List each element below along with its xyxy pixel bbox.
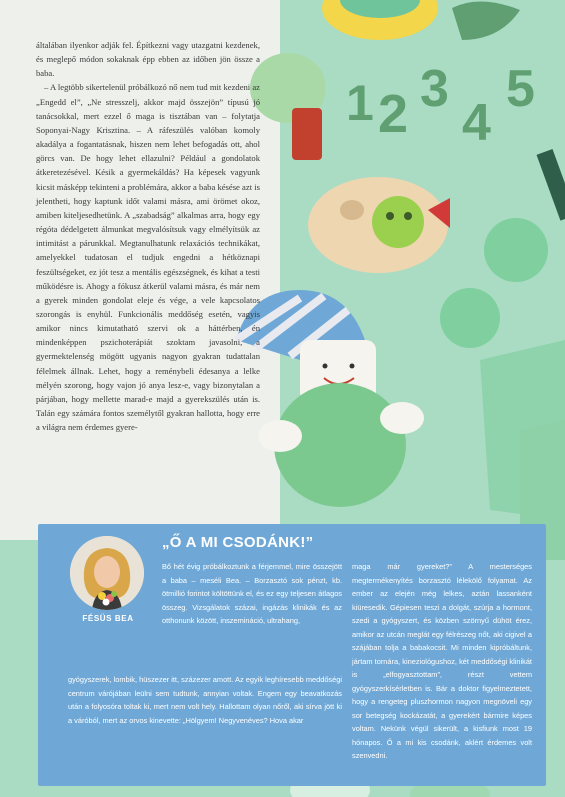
tree-toy-trunk: [292, 108, 322, 160]
article-paragraph: – A legtöbb sikertelenül próbálkozó nő nem tud mit kezdeni az „Engedd el”, „Ne stresszelj, akkor majd összejön” típusú jó tanácsokkal, mert ezzel ő maga is tisztában van – folytatja Soponyai-Nagy Krisztina. – A ráfeszülés valóban komoly akadálya a fogantatásnak, hiszen nem lehet befogadás ott, ahol görcs van. De hogy lehet ellazulni? Például a gondolatok átkeretezésével. Késik a gyermekáldás? Ha képesek vagyunk kicsit másképp tekinteni a problémára, akkor a baba késése azt is jelentheti, hogy kaptunk időt valami másra, ami örömet okoz, amiben kiteljesedhetünk. A „szabadság” alkalmas arra, hogy egy régóta dédelgetett álmunkat megvalósítsuk vagy elmélyítsük az intimitást a párunkkal. Megtanulhatunk relaxációs technikákat, amelyekkel tudatosan el tudjuk engedni a hétköznapi feszültségeket, ez jót tesz a mentális egészségnek, és kihat a testi működésre is. Ahogy a fókusz átkerül valami másra, és már nem a gyerek minden gondolat eleje és vége, a vele kapcsolatos szorongás is enyhül. Funkcionális meddőség esetén, vagyis amikor nincs kimutatható szervi ok a háttérben, én mindenképpen pszichoterápiát szoktam javasolni, a gyermektelenség mögött ugyanis nagyon gyakran tudattalan félelmek állnak. Lehet, hogy a reménybeli édesanya a lelke mélyén szorong, hogy vajon jó anya lesz-e, vagy bizonytalan a párjában, hogy mellette marad-e majd a gyerekszülés után is. Talán egy számára fontos személytől gyakran hallotta, hogy erre a világra nem érdemes gyere-: [36, 82, 260, 433]
avatar: [70, 536, 144, 610]
number-1: 1: [346, 75, 374, 131]
person-name: FÉSÜS BEA: [82, 614, 134, 623]
sidebar-heading: „Ő A MI CSODÁNK!”: [162, 534, 314, 551]
number-3: 3: [420, 60, 449, 118]
portrait-photo: [70, 536, 144, 610]
sidebar-paragraph: Bő hét évig próbálkoztunk a férjemmel, mire összejött a baba – meséli Bea. – Borzasztó sok pénzt, kb. ötmillió forintot költöttünk el, és ez egy teljesen átlagos összeg. Vizsgálatok százai, ingázás klinikák és az otthonunk között, inszemináció, ultrahang,: [162, 562, 342, 625]
green-ball: [484, 218, 548, 282]
article-text: [36, 38, 260, 434]
sidebar-paragraph: maga már gyereket?” A mesterséges megtermékenyítés borzasztó lélekölő folyamat. Az ember az elején még lelkes, aztán lassanként kiüresedik. Gépiesen teszi a dolgát, szúrja a hormont, szedi a gyógyszert, és közben szörnyű dühöt érez, amikor az utcán meglát egy félrészeg nőt, aki cigivel a szájában tolja a babakocsit. Mi minden kipróbáltunk, jártam tornára, kineziológushoz, két meddőségi klinikát is „elfogyasztottam”, részt vettem gyógyszerkísérletben is. Bár a doktor figyelmeztetett, hogy a rengeteg pluszhormon nagyon megnöveli egy sor betegség kockázatát, a gyerekért bármire képes voltam. Nekünk végül sikerült, a kisfiunk most 19 hónapos. Ő a mi kis csodánk, aklért érdemes volt szenvedni.: [352, 562, 532, 760]
green-ball: [440, 288, 500, 348]
sidebar-paragraph: gyógyszerek, lombik, hüszezer itt, százezer amott. Az egyik leghíresebb meddőségi centrum várójában leülni sem tudtunk, annyian voltak. Engem egy beavatkozás után a folyosóra toltak ki, mert nem volt hely. Hallottam olyan nőről, aki sírva jött ki a váróból, mert az orvos kinevette: „Hölgyem! Negyvenéves? Hova akar: [68, 675, 342, 725]
article-paragraph: általában ilyenkor adják fel. Építkezni vagy utazgatni kezdenek, és meglepő módon sokaknak épp ebben az időben jön össze a baba.: [36, 40, 260, 79]
sidebar-text-wide: [68, 673, 342, 727]
number-4: 4: [462, 94, 491, 152]
sidebar-text-right: [352, 560, 532, 763]
number-5: 5: [506, 60, 535, 118]
number-2: 2: [378, 84, 409, 144]
sidebar-text-left: [162, 560, 342, 628]
